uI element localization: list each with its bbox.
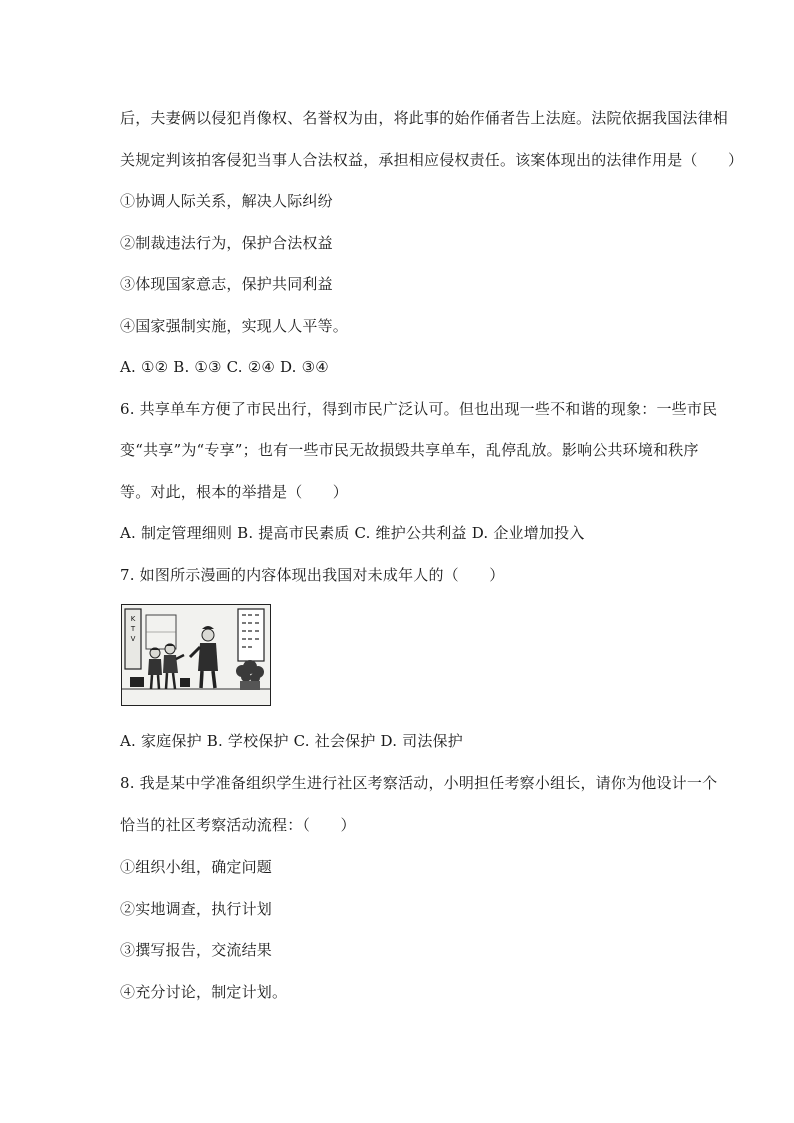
svg-text:T: T	[130, 625, 136, 633]
q5-answer-choices: A. ①② B. ①③ C. ②④ D. ③④	[120, 358, 329, 376]
bag-icon	[130, 677, 144, 687]
svg-text:V: V	[130, 635, 136, 643]
svg-text:K: K	[130, 615, 136, 623]
q8-option-2: ②实地调查，执行计划	[120, 900, 273, 918]
q7-answer-choices: A. 家庭保护 B. 学校保护 C. 社会保护 D. 司法保护	[120, 732, 463, 750]
q8-stem-line-2: 恰当的社区考察活动流程：（ ）	[120, 816, 356, 834]
q6-stem-line-3: 等。对此，根本的举措是（ ）	[120, 483, 349, 501]
q5-option-4: ④国家强制实施，实现人人平等。	[120, 317, 349, 335]
q8-option-3: ③撰写报告，交流结果	[120, 941, 273, 959]
q5-option-2: ②制裁违法行为，保护合法权益	[120, 234, 333, 252]
q6-answer-choices: A. 制定管理细则 B. 提高市民素质 C. 维护公共利益 D. 企业增加投入	[120, 524, 585, 542]
q7-stem: 7. 如图所示漫画的内容体现出我国对未成年人的（ ）	[120, 566, 505, 584]
q6-stem-line-2: 变“共享”为“专享”；也有一些市民无故损毁共享单车，乱停乱放。影响公共环境和秩序	[120, 441, 699, 459]
q5-passage-line-2: 关规定判该拍客侵犯当事人合法权益，承担相应侵权责任。该案体现出的法律作用是（ ）	[120, 151, 744, 169]
notice-sign	[238, 609, 264, 661]
q6-stem-line-1: 6. 共享单车方便了市民出行，得到市民广泛认可。但也出现一些不和谐的现象：一些市民	[120, 400, 718, 418]
q8-option-4: ④充分讨论，制定计划。	[120, 983, 288, 1001]
q5-option-3: ③体现国家意志，保护共同利益	[120, 275, 333, 293]
q7-cartoon-image	[121, 604, 271, 706]
q8-stem-line-1: 8. 我是某中学准备组织学生进行社区考察活动，小明担任考察小组长，请你为他设计一个	[120, 774, 718, 792]
q5-option-1: ①协调人际关系，解决人际纠纷	[120, 192, 333, 210]
q5-passage-line-1: 后，夫妻俩以侵犯肖像权、名誉权为由，将此事的始作俑者告上法庭。法院依据我国法律相	[120, 109, 729, 127]
q8-option-1: ①组织小组，确定问题	[120, 858, 273, 876]
